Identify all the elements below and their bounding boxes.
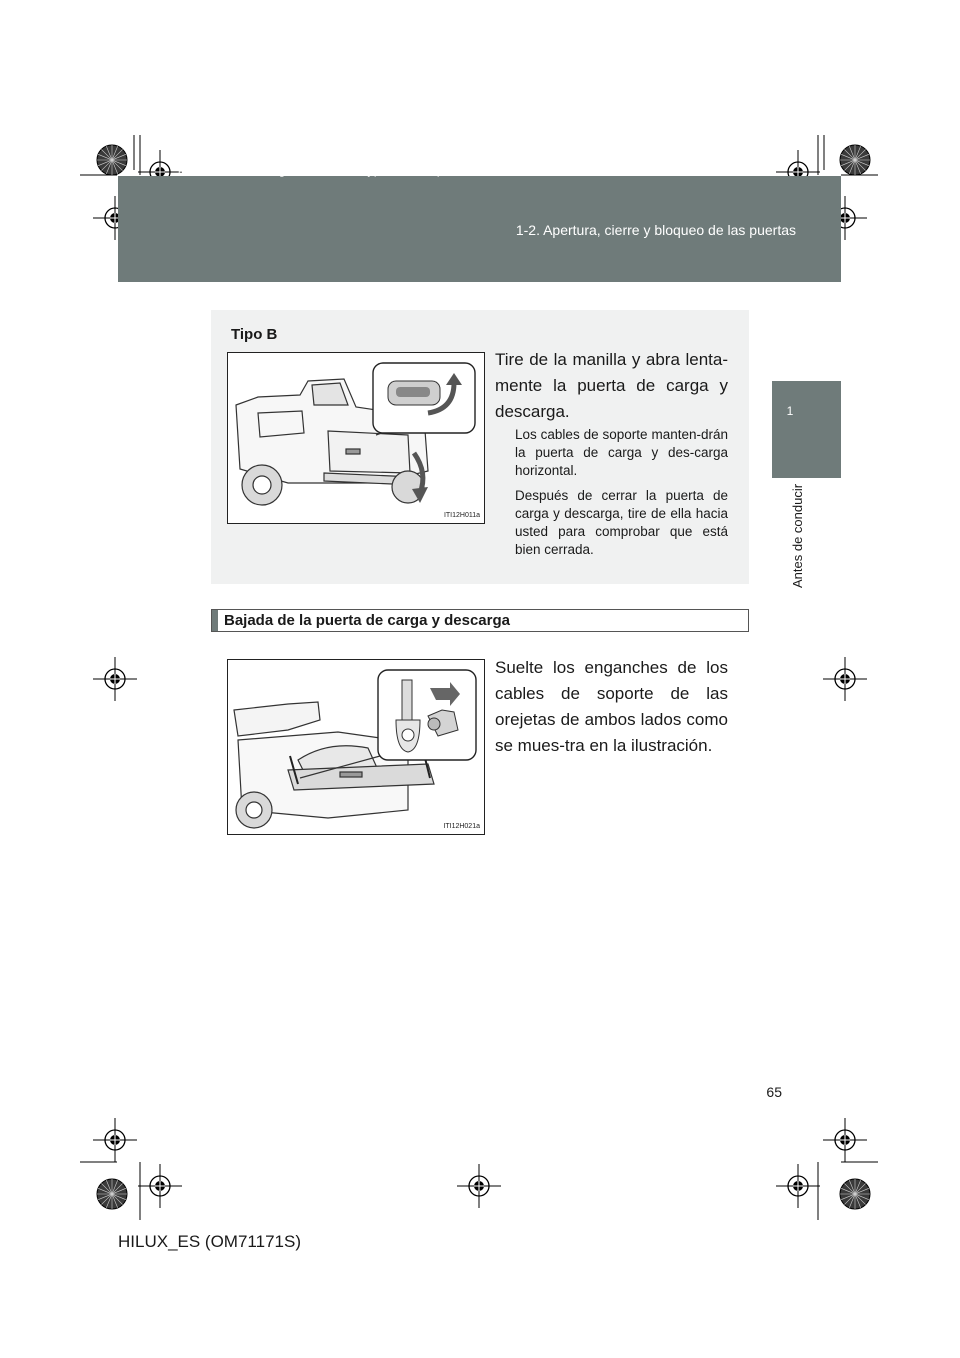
support-cable-hook-icon xyxy=(228,660,484,834)
chapter-tab xyxy=(772,381,841,478)
cable-release-illustration xyxy=(227,659,485,835)
illustration-code: ITI12H011a xyxy=(443,512,480,519)
lowering-instruction: Suelte los enganches de los cables de soporte de las orejetas de ambos lados como se mues-tra en la ilustración. xyxy=(495,658,728,755)
tailgate-handle-illustration xyxy=(227,352,485,524)
lowering-heading: Bajada de la puerta de carga y descarga xyxy=(224,612,510,629)
tipo-b-instruction: Tire de la manilla y abra lenta-mente la puerta de carga y descarga. xyxy=(495,350,728,421)
chapter-label-text: Antes de conducir xyxy=(790,483,805,588)
tipo-b-title: Tipo B xyxy=(231,326,278,343)
pickup-truck-rear-icon xyxy=(228,353,484,523)
manual-code: HILUX_ES (OM71171S) xyxy=(118,1232,301,1251)
book-stamp: HILUX_ES.book Page 65 Wednesday, March 23, 2011 4:15 PM xyxy=(178,168,525,179)
chapter-label xyxy=(790,483,810,588)
tipo-b-note-2: Después de cerrar la puerta de carga y descarga, tire de ella hacia usted para comprobar que está bien cerrada. xyxy=(515,488,728,557)
tipo-b-note-1: Los cables de soporte manten-drán la puerta de carga y des-carga horizontal. xyxy=(515,427,728,478)
illustration-code: ITI12H021a xyxy=(443,823,480,830)
page-number: 65 xyxy=(766,1084,782,1100)
section-title: 1-2. Apertura, cierre y bloqueo de las puertas xyxy=(515,222,796,238)
chapter-number: 1 xyxy=(786,404,794,418)
